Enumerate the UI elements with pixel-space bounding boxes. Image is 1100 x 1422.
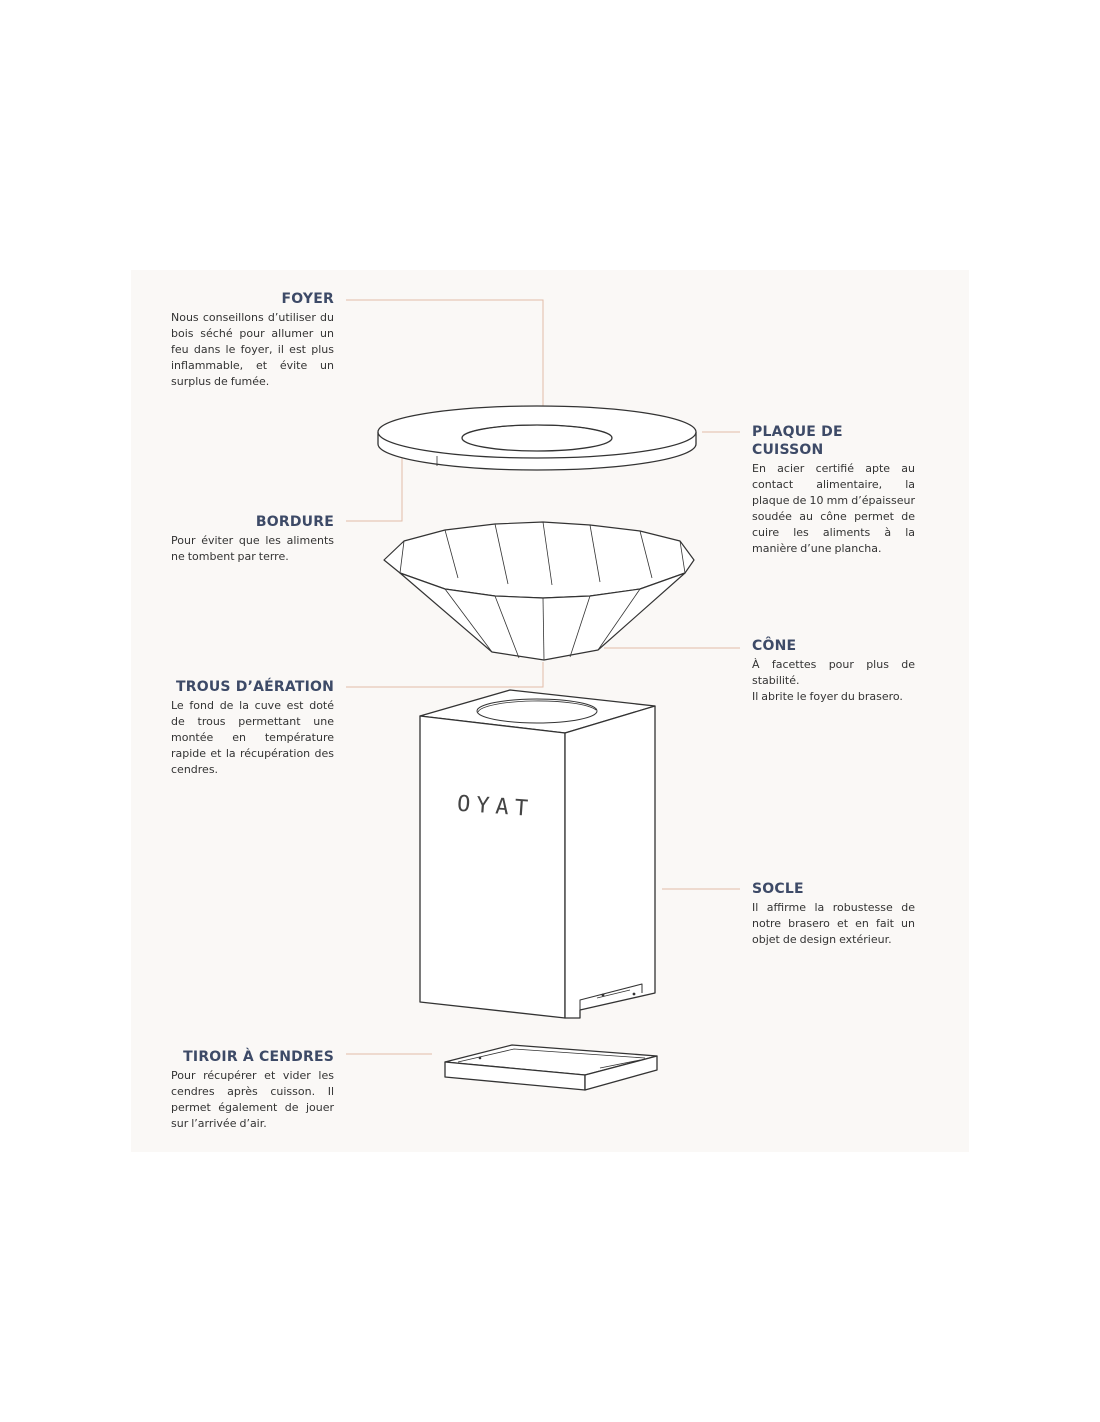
bordure-title: BORDURE	[255, 514, 334, 530]
socle-description: Il affirme la robustesse de notre brasero et en fait un objet de design extérieur.	[752, 901, 915, 946]
base-drawing	[420, 690, 655, 1018]
leader-line-trous	[346, 662, 543, 687]
label-foyer	[171, 290, 334, 390]
label-trous-aeration	[171, 678, 334, 778]
cone-description-line2: Il abrite le foyer du brasero.	[752, 690, 903, 703]
ash-drawer-drawing	[445, 1045, 657, 1090]
trous-description: Le fond de la cuve est doté de trous permettant une montée en température rapide et la récupération des cendres.	[171, 699, 334, 776]
foyer-description: Nous conseillons d’utiliser du bois séché pour allumer un feu dans le foyer, il est plus inflammable, et évite un surplus de fumée.	[171, 311, 334, 388]
plaque-description: En acier certifié apte au contact alimentaire, la plaque de 10 mm d’épaisseur soudée au cône permet de cuire les aliments à la manière d’une plancha.	[752, 462, 915, 555]
label-tiroir-cendres	[171, 1048, 334, 1132]
cone-title: CÔNE	[752, 638, 797, 654]
label-socle	[752, 880, 915, 948]
tiroir-description: Pour récupérer et vider les cendres après cuisson. Il permet également de jouer sur l’arrivée d’air.	[171, 1069, 334, 1130]
cone-drawing	[384, 522, 694, 660]
leader-line-bordure	[346, 455, 402, 521]
label-plaque-de-cuisson	[752, 423, 915, 557]
brand-logo: OYAT	[456, 791, 535, 823]
trous-title: TROUS D’AÉRATION	[176, 679, 334, 695]
label-cone	[752, 637, 915, 705]
plaque-title: PLAQUE DE CUISSON	[752, 424, 843, 458]
bordure-description: Pour éviter que les aliments ne tombent par terre.	[171, 534, 334, 563]
cone-description-line1: À facettes pour plus de stabilité.	[752, 658, 915, 687]
socle-title: SOCLE	[752, 881, 804, 897]
foyer-title: FOYER	[281, 291, 334, 307]
cooking-plate-drawing	[378, 406, 696, 470]
label-bordure	[171, 513, 334, 565]
tiroir-title: TIROIR À CENDRES	[183, 1049, 334, 1065]
